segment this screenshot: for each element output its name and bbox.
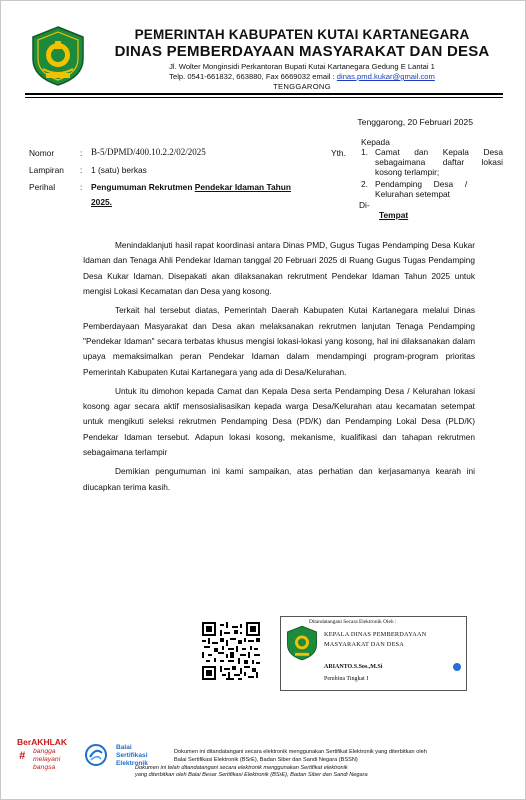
body-paragraph-3: Untuk itu dimohon kepada Camat dan Kepala Desa serta Pendamping Desa / Kelurahan lokasi kosong agar secara aktif mensosialisasikan kepada warga Desa/Kelurahan atau kecamatan setempat untuk mengikuti seleksi rekrutmen Pendamping Desa (PD/K) dan Pendamping Lokal Desa (PLD/K) Pendekar Idaman tersebut. Adapun lokasi kosong, mekanisme, kualifikasi dan tahapan rekrutmen sebagaimana terlampir (83, 385, 475, 458)
kukar-emblem-small-icon (285, 625, 319, 661)
verified-icon (453, 663, 461, 671)
bsre-label-2: Sertifikasi (116, 752, 148, 759)
footer-note-1: Dokumen ini ditandatangani secara elektronik menggunakan Sertifikat Elektronik yang diterbitkan oleh (174, 749, 427, 755)
qr-code-icon (202, 622, 260, 680)
bsre-label-1: Balai (116, 744, 132, 751)
bangga-melayani-icon: # (19, 750, 26, 762)
government-title: PEMERINTAH KABUPATEN KUTAI KARTANEGARA (134, 27, 470, 42)
kukar-emblem-icon (29, 25, 87, 87)
nomor-value: B-5/DPMD/400.10.2.2/02/2025 (91, 147, 206, 157)
di-label: Di- (359, 200, 370, 210)
recipient-2-line1: Pendamping Desa / (375, 179, 468, 189)
perihal-colon: : (80, 182, 83, 192)
perihal-text-2: Pendekar Idaman Tahun (194, 182, 291, 192)
bangga-line-2: melayani (33, 756, 61, 763)
lampiran-value: 1 (satu) berkas (91, 165, 147, 175)
perihal-label: Perihal (29, 182, 56, 192)
phone-text: Telp. 0541-661832, 663880, Fax 6669032 email : (169, 72, 335, 81)
signer-title-line2: MASYARAKAT DAN DESA (324, 641, 404, 648)
perihal-text-1: Pengumuman Rekrutmen (91, 182, 193, 192)
bsre-label-3: Elektronik (116, 760, 148, 767)
agency-address: Jl. Wolter Monginsidi Perkantoran Bupati Kutai Kartanegara Gedung E Lantai 1 (169, 62, 435, 71)
e-signature-header: Ditandatangani Secara Elektronik Oleh : (309, 619, 397, 625)
signer-title-line1: KEPALA DINAS PEMBERDAYAAN (324, 631, 427, 638)
signer-name: ARIANTO.S.Sos.,M.Si (324, 664, 383, 670)
bangga-line-3: bangsa (33, 764, 56, 771)
letterhead-divider-thin (25, 97, 503, 98)
perihal-text-3: 2025. (91, 197, 112, 207)
footer-note-4: yang diterbitkan oleh Balai Besar Sertifikasi Elektronik (BSrE), Badan Siber dan Sandi Negara (135, 772, 368, 778)
bsre-logo-icon (85, 744, 107, 766)
recipient-1-line1: Camat dan Kepala Desa (375, 147, 503, 157)
recipient-1-line2: sebagaimana daftar lokasi (375, 157, 503, 167)
recipient-num-2: 2. (361, 179, 368, 189)
agency-title: DINAS PEMBERDAYAAN MASYARAKAT DAN DESA (114, 43, 490, 60)
signer-rank: Pembina Tingkat I (324, 676, 369, 682)
letterhead-divider (25, 93, 503, 95)
yth-label: Yth. (331, 148, 346, 158)
berakhlak-logo: BerAKHLAK (17, 737, 68, 747)
recipient-1-line3: kosong terlampir; (375, 167, 440, 177)
footer-note-2: Balai Sertifikasi Elektronik (BSrE), Badan Siber dan Sandi Negara (BSSN) (174, 757, 358, 763)
letter-body (83, 238, 475, 499)
lampiran-label: Lampiran (29, 165, 64, 175)
perihal-value (91, 182, 291, 192)
tempat-label: Tempat (379, 210, 409, 220)
recipient-2-line2: Kelurahan setempat (375, 189, 450, 199)
agency-contact (97, 72, 507, 81)
body-paragraph-1: Menindaklanjuti hasil rapat koordinasi antara Dinas PMD, Gugus Tugas Pendamping Desa Kukar Idaman dan Tenaga Ahli Pendekar Idaman tanggal 20 Februari 2025 di Ruang Gugus Tugas Pendamping Desa Kukar Idaman. Disepakati akan dilaksanakan rekrutment Pendekar Idaman Tahun 2025 untuk mengisi Lokasi Kecamatan dan Desa yang kosong. (83, 240, 475, 297)
letter-date: Tenggarong, 20 Februari 2025 (357, 117, 473, 127)
footer-note-3: Dokumen ini telah ditandatangani secara elektronik menggunakan Sertifikat elektronik (135, 765, 348, 771)
kepada-label: Kepada (361, 137, 390, 147)
bangga-line-1: bangga (33, 748, 56, 755)
nomor-colon: : (80, 148, 83, 158)
body-paragraph-4: Demikian pengumuman ini kami sampaikan, atas perhatian dan kerjasamanya kearah ini diucapkan terima kasih. (83, 466, 475, 492)
agency-city: TENGGARONG (273, 82, 331, 91)
email-link[interactable]: dinas.pmd.kukar@gmail.com (336, 72, 435, 81)
nomor-label: Nomor (29, 148, 55, 158)
lampiran-colon: : (80, 165, 83, 175)
recipient-num-1: 1. (361, 147, 368, 157)
body-paragraph-2: Terkait hal tersebut diatas, Pemerintah Daerah Kabupaten Kutai Kartanegara melalui Dinas Pemberdayaan Masyarakat dan Desa akan melaksanakan rekrutmen lanjutan Tenaga Pendamping "Pendekar Idaman" secara terbatas khusus mengisi lokasi-lokasi yang kosong, hal ini dilaksanakan dalam upaya memaksimalkan peran Pendekar Idaman dalam mendampingi program-program prioritas Pemerintah Kabupaten Kutai Kartanegara yang ada di Desa/Kelurahan. (83, 305, 475, 377)
